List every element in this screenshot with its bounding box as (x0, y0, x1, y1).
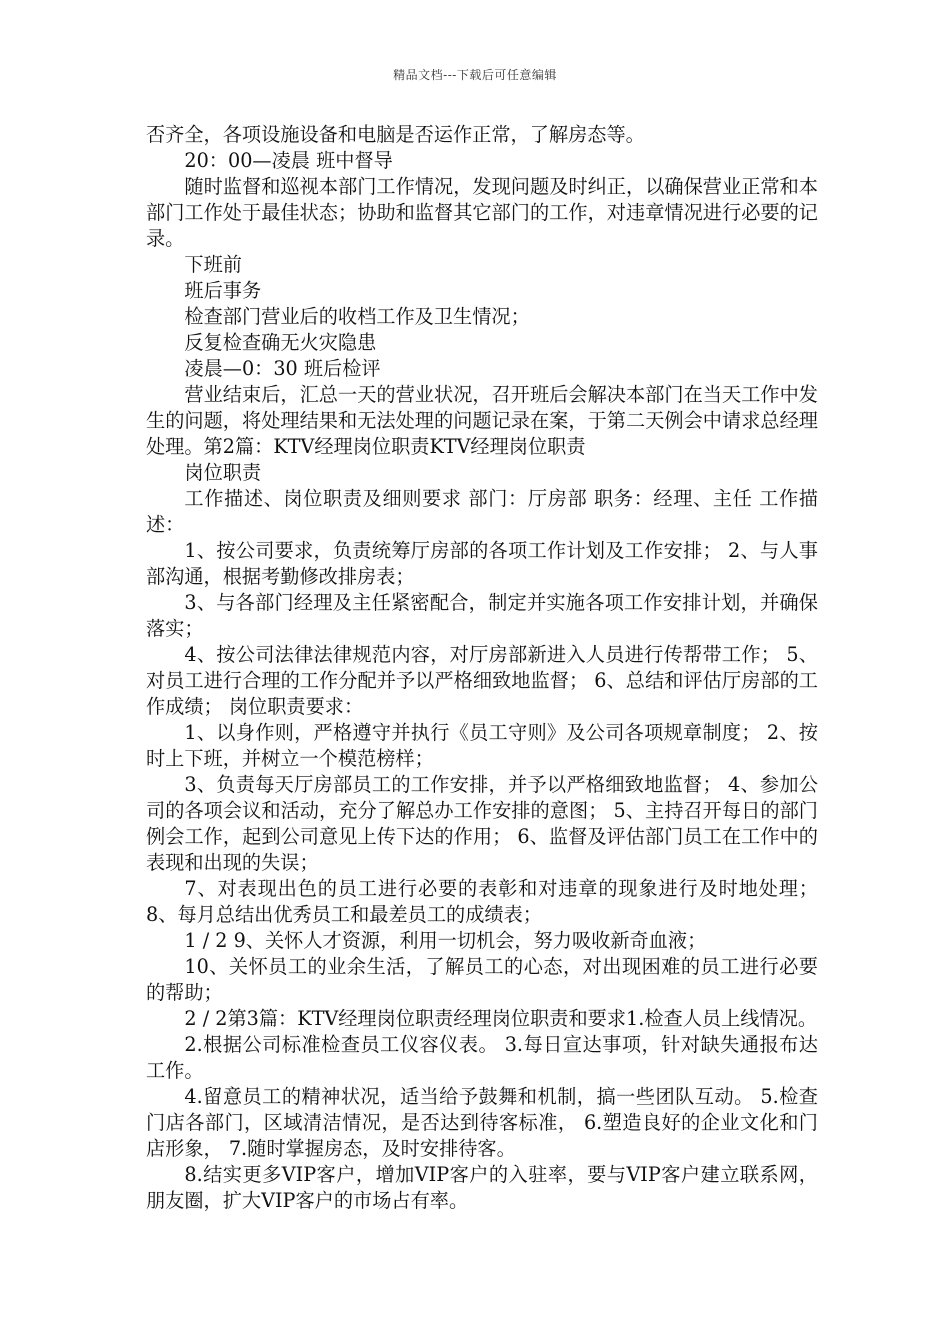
paragraph: 反复检查确无火灾隐患 (184, 331, 377, 354)
paragraph: 3、负责每天厅房部员工的工作安排，并予以严格细致地监督； 4、参加公司的各项会议和活动，充分了解总办工作安排的意图； 5、主持召开每日的部门例会工作，起到公司意见上传下达的作用； 6、监督及评估部门员工在工作中的表现和出现的失误； (146, 773, 818, 874)
paragraph: 4.留意员工的精神状况，适当给予鼓舞和机制，搞一些团队互动。 5.检查门店各部门，区域清洁情况，是否达到待客标准， 6.塑造良好的企业文化和门店形象， 7.随时掌握房态，及时安排待客。 (146, 1085, 818, 1160)
paragraph: 3、与各部门经理及主任紧密配合，制定并实施各项工作安排计划，并确保落实； (146, 591, 818, 640)
paragraph: 20：00—凌晨 班中督导 (184, 149, 393, 172)
paragraph: 否齐全，各项设施设备和电脑是否运作正常，了解房态等。 (146, 123, 645, 146)
document-body (146, 122, 818, 1214)
paragraph: 4、按公司法律法律规范内容，对厅房部新进入人员进行传帮带工作； 5、对员工进行合理的工作分配并予以严格细致地监督； 6、总结和评估厅房部的工作成绩； 岗位职责要求： (146, 643, 818, 718)
paragraph: 2 / 2第3篇：KTV经理岗位职责经理岗位职责和要求1.检查人员上线情况。 (184, 1007, 818, 1030)
paragraph: 工作描述、岗位职责及细则要求 部门：厅房部 职务：经理、主任 工作描述： (146, 487, 818, 536)
paragraph: 下班前 (184, 253, 242, 276)
paragraph: 营业结束后，汇总一天的营业状况，召开班后会解决本部门在当天工作中发生的问题，将处理结果和无法处理的问题记录在案，于第二天例会中请求总经理处理。第2篇：KTV经理岗位职责KTV经理岗位职责 (146, 383, 818, 458)
paragraph: 1、按公司要求，负责统筹厅房部的各项工作计划及工作安排； 2、与人事部沟通，根据考勤修改排房表； (146, 539, 818, 588)
paragraph: 10、关怀员工的业余生活，了解员工的心态，对出现困难的员工进行必要的帮助； (146, 955, 818, 1004)
paragraph: 2.根据公司标准检查员工仪容仪表。 3.每日宣达事项，针对缺失通报布达工作。 (146, 1033, 818, 1082)
paragraph: 1、以身作则，严格遵守并执行《员工守则》及公司各项规章制度； 2、按时上下班，并树立一个模范榜样； (146, 721, 818, 770)
paragraph: 检查部门营业后的收档工作及卫生情况； (184, 305, 530, 328)
paragraph: 随时监督和巡视本部门工作情况，发现问题及时纠正，以确保营业正常和本部门工作处于最佳状态；协助和监督其它部门的工作，对违章情况进行必要的记录。 (146, 175, 818, 250)
page-header: 精品文档---下载后可任意编辑 (393, 68, 557, 82)
paragraph: 8.结实更多VIP客户，增加VIP客户的入驻率，要与VIP客户建立联系网，朋友圈，扩大VIP客户的市场占有率。 (146, 1163, 818, 1212)
paragraph: 凌晨—0：30 班后检评 (184, 357, 381, 380)
paragraph: 班后事务 (184, 279, 262, 302)
paragraph: 岗位职责 (184, 461, 262, 484)
paragraph: 7、对表现出色的员工进行必要的表彰和对违章的现象进行及时地处理； 8、每月总结出优秀员工和最差员工的成绩表； (146, 877, 818, 926)
paragraph: 1 / 2 9、关怀人才资源，利用一切机会，努力吸收新奇血液； (184, 929, 707, 952)
